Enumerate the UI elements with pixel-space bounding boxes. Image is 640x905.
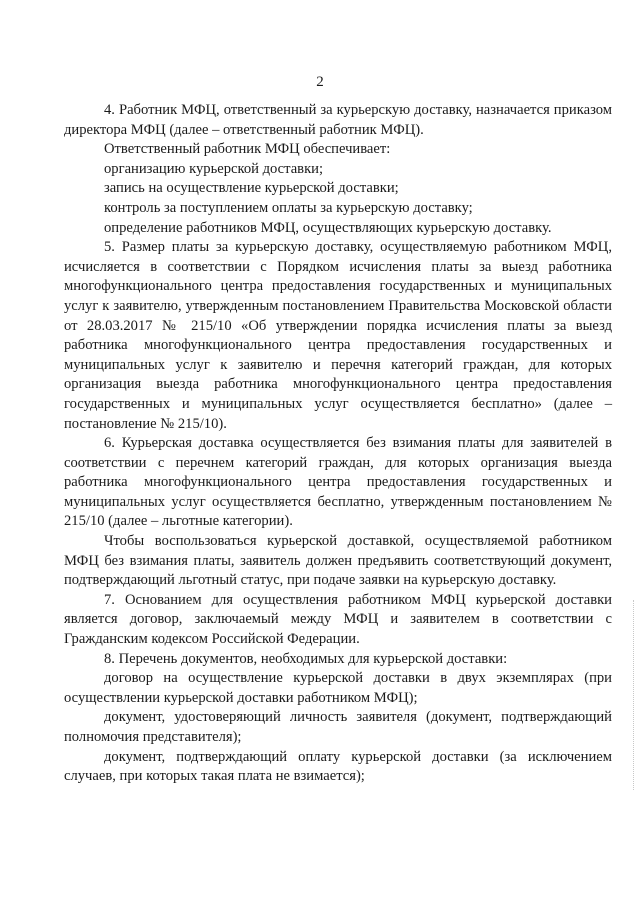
list-item: договор на осуществление курьерской доставки в двух экземплярах (при осуществлении курьерской доставки работником МФЦ);: [64, 670, 612, 706]
paragraph-item-8: 8. Перечень документов, необходимых для курьерской доставки:: [104, 650, 508, 667]
list-item: документ, удостоверяющий личность заявителя (документ, подтверждающий полномочия представителя);: [64, 709, 612, 745]
paragraph-responsibilities-intro: Ответственный работник МФЦ обеспечивает:: [104, 141, 391, 158]
paragraph-item-6: 6. Курьерская доставка осуществляется без взимания платы для заявителей в соответствии с перечнем категорий граждан, для которых организация выезда работника многофункционального центра предоставления государственных и муниципальных услуг осуществляется бесплатно, утвержденным постановлением № 215/10 (далее – льготные категории).: [64, 435, 612, 530]
page-number: 2: [316, 74, 324, 90]
list-item: документ, подтверждающий оплату курьерской доставки (за исключением случаев, при которых такая плата не взимается);: [64, 748, 612, 785]
list-item: контроль за поступлением оплаты за курьерскую доставку;: [104, 199, 473, 216]
paragraph-item-7: 7. Основанием для осуществления работником МФЦ курьерской доставки является договор, заключаемый между МФЦ и заявителем в соответствии с Гражданским кодексом Российской Федерации.: [64, 591, 612, 648]
paragraph-item-5: 5. Размер платы за курьерскую доставку, осуществляемую работником МФЦ, исчисляется в соответствии с Порядком исчисления платы за выезд работника многофункционального центра предоставления государственных и муниципальных услуг к заявителю, утвержденным постановлением Правительства Московской области от 28.03.2017 № 215/10 «Об утверждении порядка исчисления платы за выезд работника многофункционального центра предоставления государственных и муниципальных услуг к заявителю и перечня категорий граждан, для которых организация выезда работника многофункционального центра предоставления государственных и муниципальных услуг осуществляется бесплатно» (далее – постановление № 215/10).: [64, 239, 612, 432]
document-body: [64, 101, 612, 787]
list-item: запись на осуществление курьерской доставки;: [104, 180, 399, 197]
list-item: определение работников МФЦ, осуществляющих курьерскую доставку.: [104, 219, 552, 236]
paragraph-preferential-note: Чтобы воспользоваться курьерской доставкой, осуществляемой работником МФЦ без взимания платы, заявитель должен предъявить соответствующий документ, подтверждающий льготный статус, при подаче заявки на курьерскую доставку.: [64, 533, 612, 589]
paragraph-item-4: 4. Работник МФЦ, ответственный за курьерскую доставку, назначается приказом директора МФЦ (далее – ответственный работник МФЦ).: [64, 102, 612, 138]
scan-edge-mark: [632, 600, 634, 790]
list-item: организацию курьерской доставки;: [104, 160, 324, 177]
